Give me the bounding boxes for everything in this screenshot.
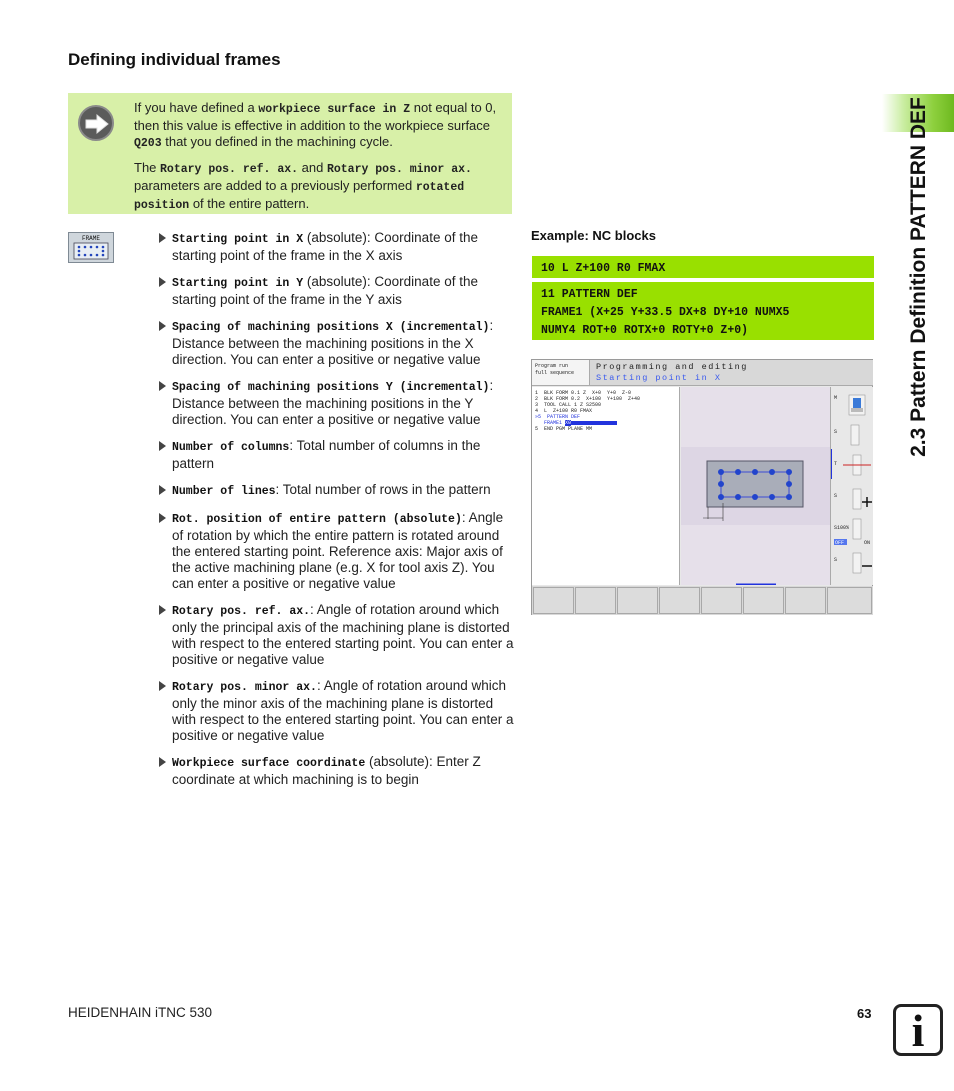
example-title: Example: NC blocks xyxy=(531,228,656,243)
screen-header xyxy=(590,360,873,386)
text-run: If you have defined a xyxy=(134,100,259,115)
side-label: ON xyxy=(864,540,871,546)
info-icon: i xyxy=(893,1004,943,1056)
text-run: : Total number of columns in the pattern xyxy=(172,438,481,471)
footer-product: HEIDENHAIN iTNC 530 xyxy=(68,1005,213,1020)
side-label: S xyxy=(834,429,838,435)
triangle-bullet-icon xyxy=(159,277,166,287)
text-run: : Angle of rotation around which only the minor axis of the machining plane is distorted with respect to the entered starting point. You can enter a positive or negative value xyxy=(172,678,514,743)
screen-softkey[interactable] xyxy=(701,587,742,614)
param-text xyxy=(172,482,491,497)
text-run: and xyxy=(298,160,327,175)
param-text xyxy=(172,378,493,427)
parameter-name: Starting point in Y xyxy=(172,277,304,290)
parameter-name: Starting point in X xyxy=(172,233,304,246)
frame-value: X0 xyxy=(565,420,572,426)
text-run: : Total number of rows in the pattern xyxy=(275,482,491,497)
parameter-name: Rotary pos. minor ax. xyxy=(172,681,317,694)
text-run: not equal to 0, then this value is effective in addition to the workpiece surface xyxy=(134,100,497,133)
nc-line: FRAME1 (X+25 Y+33.5 DX+8 DY+10 NUMX5 xyxy=(541,306,790,319)
param-item xyxy=(158,602,514,668)
frame-pattern-icon xyxy=(73,242,109,260)
side-label: M xyxy=(834,395,838,401)
parameter-name: Number of columns xyxy=(172,441,290,454)
screen-softkey[interactable] xyxy=(785,587,826,614)
text-run: (absolute): Coordinate of the starting point of the frame in the X axis xyxy=(172,230,478,263)
param-item xyxy=(158,230,514,264)
parameter-name: Rotary pos. ref. ax. xyxy=(172,605,311,618)
parameter-name: rotated position xyxy=(134,181,465,212)
param-item xyxy=(158,678,514,744)
side-label: S xyxy=(834,493,838,499)
triangle-bullet-icon xyxy=(159,441,166,451)
chapter-side-title: 2.3 Pattern Definition PATTERN DEF xyxy=(907,97,930,457)
screen-softkey[interactable] xyxy=(743,587,784,614)
frame-text: FRAME1 xyxy=(535,420,566,426)
side-softkeys xyxy=(831,387,874,585)
program-listing xyxy=(532,387,680,585)
triangle-bullet-icon xyxy=(159,605,166,615)
text-run: : Angle of rotation around which only the principal axis of the machining plane is distorted with respect to the entered starting point. You can enter a positive or negative value xyxy=(172,602,514,667)
param-item xyxy=(158,378,514,428)
param-item xyxy=(158,482,514,500)
screen-softkey[interactable] xyxy=(617,587,658,614)
triangle-bullet-icon xyxy=(159,513,166,523)
triangle-bullet-icon xyxy=(159,381,166,391)
parameter-name: Rotary pos. minor ax. xyxy=(326,163,472,176)
param-text xyxy=(172,318,493,367)
softkey-label: FRAME xyxy=(81,235,100,242)
program-line-current: »5 PATTERN DEF xyxy=(535,414,581,420)
screen-softkey[interactable] xyxy=(827,587,872,614)
param-item xyxy=(158,510,514,592)
triangle-bullet-icon xyxy=(159,681,166,691)
parameter-list xyxy=(158,230,514,798)
plus-icon xyxy=(862,497,872,507)
side-label: S100% xyxy=(834,525,850,531)
parameter-name: Rotary pos. ref. ax. xyxy=(160,163,299,176)
text-run: that you defined in the machining cycle. xyxy=(161,134,393,149)
side-label: S xyxy=(834,557,838,563)
program-line: 3 TOOL CALL 1 Z S2500 xyxy=(535,402,602,408)
nc-line: 11 PATTERN DEF xyxy=(541,288,638,301)
nc-line: NUMY4 ROT+0 ROTX+0 ROTY+0 Z+0) xyxy=(541,324,749,337)
parameter-name: Workpiece surface coordinate xyxy=(172,757,366,770)
text-run: (absolute): Enter Z coordinate at which machining is to begin xyxy=(172,754,481,787)
param-text xyxy=(172,274,478,307)
param-item xyxy=(158,754,514,788)
screen-softkey[interactable] xyxy=(659,587,700,614)
note-paragraph-2 xyxy=(134,160,504,214)
screen-softkey[interactable] xyxy=(533,587,574,614)
text-run: : Angle of rotation by which the entire pattern is rotated around the entered starting point. Reference axis: Major axis of the active machining plane (e.g. X for tool axis Z). You can enter a positive or negative value xyxy=(172,510,504,591)
nc-block-1 xyxy=(532,256,874,278)
param-text xyxy=(172,678,513,743)
text-run: : Distance between the machining positions in the X direction. You can enter a positive or negative value xyxy=(172,318,494,367)
note-paragraph-1 xyxy=(134,100,504,152)
side-label: OFF xyxy=(835,540,845,546)
program-line: 4 L Z+100 R0 FMAX xyxy=(535,408,593,414)
triangle-bullet-icon xyxy=(159,321,166,331)
text-run: The xyxy=(134,160,161,175)
parameter-name: Rot. position of entire pattern (absolute) xyxy=(172,513,462,526)
param-text xyxy=(172,438,480,471)
triangle-bullet-icon xyxy=(159,757,166,767)
text-run: (absolute): Coordinate of the starting point of the frame in the Y axis xyxy=(172,274,478,307)
arrow-right-icon xyxy=(78,105,114,141)
param-item xyxy=(158,318,514,368)
note-text xyxy=(134,100,504,222)
param-item xyxy=(158,438,514,472)
frame-softkey[interactable] xyxy=(68,232,114,263)
param-text xyxy=(172,230,478,263)
text-run: of the entire pattern. xyxy=(189,196,310,211)
parameter-name: Spacing of machining positions X (incremental) xyxy=(172,321,490,334)
text-run: : Distance between the machining positions in the Y direction. You can enter a positive or negative value xyxy=(172,378,494,427)
pattern-graphic xyxy=(681,387,830,585)
tnc-screenshot xyxy=(531,359,873,615)
program-line: 1 BLK FORM 0.1 Z X+0 Y+0 Z-0 xyxy=(535,390,632,396)
nc-line: 10 L Z+100 R0 FMAX xyxy=(541,262,666,275)
side-label: T xyxy=(834,461,838,467)
param-text xyxy=(172,754,481,787)
program-line: 2 BLK FORM 0.2 X+100 Y+100 Z+40 xyxy=(535,396,641,402)
screen-header-prompt: Starting point in X xyxy=(596,373,722,383)
triangle-bullet-icon xyxy=(159,485,166,495)
screen-softkey[interactable] xyxy=(575,587,616,614)
selection-bar xyxy=(571,421,617,425)
param-text xyxy=(172,510,503,591)
nc-block-2 xyxy=(532,282,874,340)
triangle-bullet-icon xyxy=(159,233,166,243)
screen-header-title: Programming and editing xyxy=(596,362,748,372)
screen-softkey-row xyxy=(532,586,873,615)
text-run: parameters are added to a previously performed xyxy=(134,178,416,193)
section-heading: Defining individual frames xyxy=(68,50,281,69)
note-box xyxy=(68,93,512,214)
mode-line: Program run xyxy=(535,363,569,369)
parameter-name: workpiece surface in Z xyxy=(258,103,411,116)
parameter-name: Spacing of machining positions Y (incremental) xyxy=(172,381,490,394)
param-item xyxy=(158,274,514,308)
graphics-window xyxy=(681,387,830,585)
parameter-name: Q203 xyxy=(134,137,162,150)
page-number: 63 xyxy=(857,1006,872,1021)
program-line: 5 END PGM PLANE MM xyxy=(535,426,593,432)
mode-line: full sequence xyxy=(535,370,575,376)
parameter-name: Number of lines xyxy=(172,485,276,498)
screen-mode xyxy=(532,360,590,386)
screen-side-panel xyxy=(830,387,873,585)
param-text xyxy=(172,602,513,667)
